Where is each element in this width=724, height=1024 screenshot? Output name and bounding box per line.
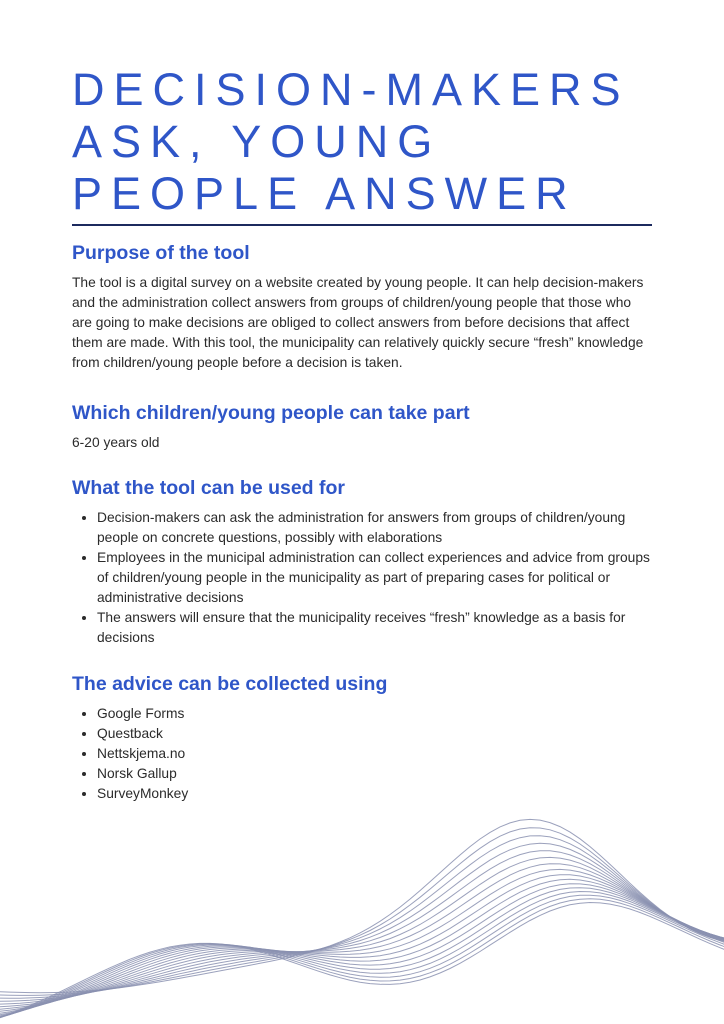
wave-line: [0, 899, 724, 1021]
wave-line: [0, 851, 724, 1005]
title-line-1: DECISION-MAKERS: [72, 64, 630, 115]
list-item: • Decision-makers can ask the administration for answers from groups of children/young people on concrete questions, possibly with elaborations: [97, 508, 654, 548]
wave-line: [0, 819, 724, 992]
wave-line: [0, 879, 724, 1016]
document-title: [72, 64, 672, 220]
list-item: • Nettskjema.no: [97, 744, 654, 764]
tools-section: [72, 671, 654, 804]
purpose-section: [72, 240, 654, 373]
list-item: • Norsk Gallup: [97, 764, 654, 784]
list-item: • Questback: [97, 724, 654, 744]
document-content: [72, 240, 654, 804]
participants-body: 6-20 years old: [72, 435, 160, 450]
list-item: • Google Forms: [97, 704, 654, 724]
uses-list: [72, 508, 654, 648]
decorative-wave-lines: [0, 790, 724, 1024]
title-line-2: ASK, YOUNG: [72, 116, 442, 167]
title-divider: [72, 224, 652, 226]
wave-line: [0, 869, 724, 1012]
purpose-heading: Purpose of the tool: [72, 242, 250, 264]
purpose-body: The tool is a digital survey on a website created by young people. It can help decision-makers and the administration collect answers from groups of children/young people that those who are going to make decisions are obliged to collect answers from before decisions that affect them are made. With this tool, the municipality can relatively quickly secure “fresh” knowledge from children/young people before a decision is taken.: [72, 275, 644, 370]
list-item: • The answers will ensure that the municipality receives “fresh” knowledge as a basis for decisions: [97, 608, 654, 648]
wave-line: [0, 843, 724, 1001]
tools-list: [72, 704, 654, 804]
wave-line: [0, 895, 724, 1020]
participants-section: [72, 400, 654, 453]
participants-heading: Which children/young people can take part: [72, 402, 470, 424]
title-line-3: PEOPLE ANSWER: [72, 168, 577, 219]
tools-heading: The advice can be collected using: [72, 673, 388, 695]
wave-line: [0, 892, 724, 1020]
list-item: • SurveyMonkey: [97, 784, 654, 804]
list-item: • Employees in the municipal administration can collect experiences and advice from groups of children/young people in the municipality as part of preparing cases for political or administrative decisions: [97, 548, 654, 608]
wave-line: [0, 875, 724, 1015]
wave-line: [0, 884, 724, 1018]
uses-section: [72, 475, 654, 648]
uses-heading: What the tool can be used for: [72, 477, 346, 499]
